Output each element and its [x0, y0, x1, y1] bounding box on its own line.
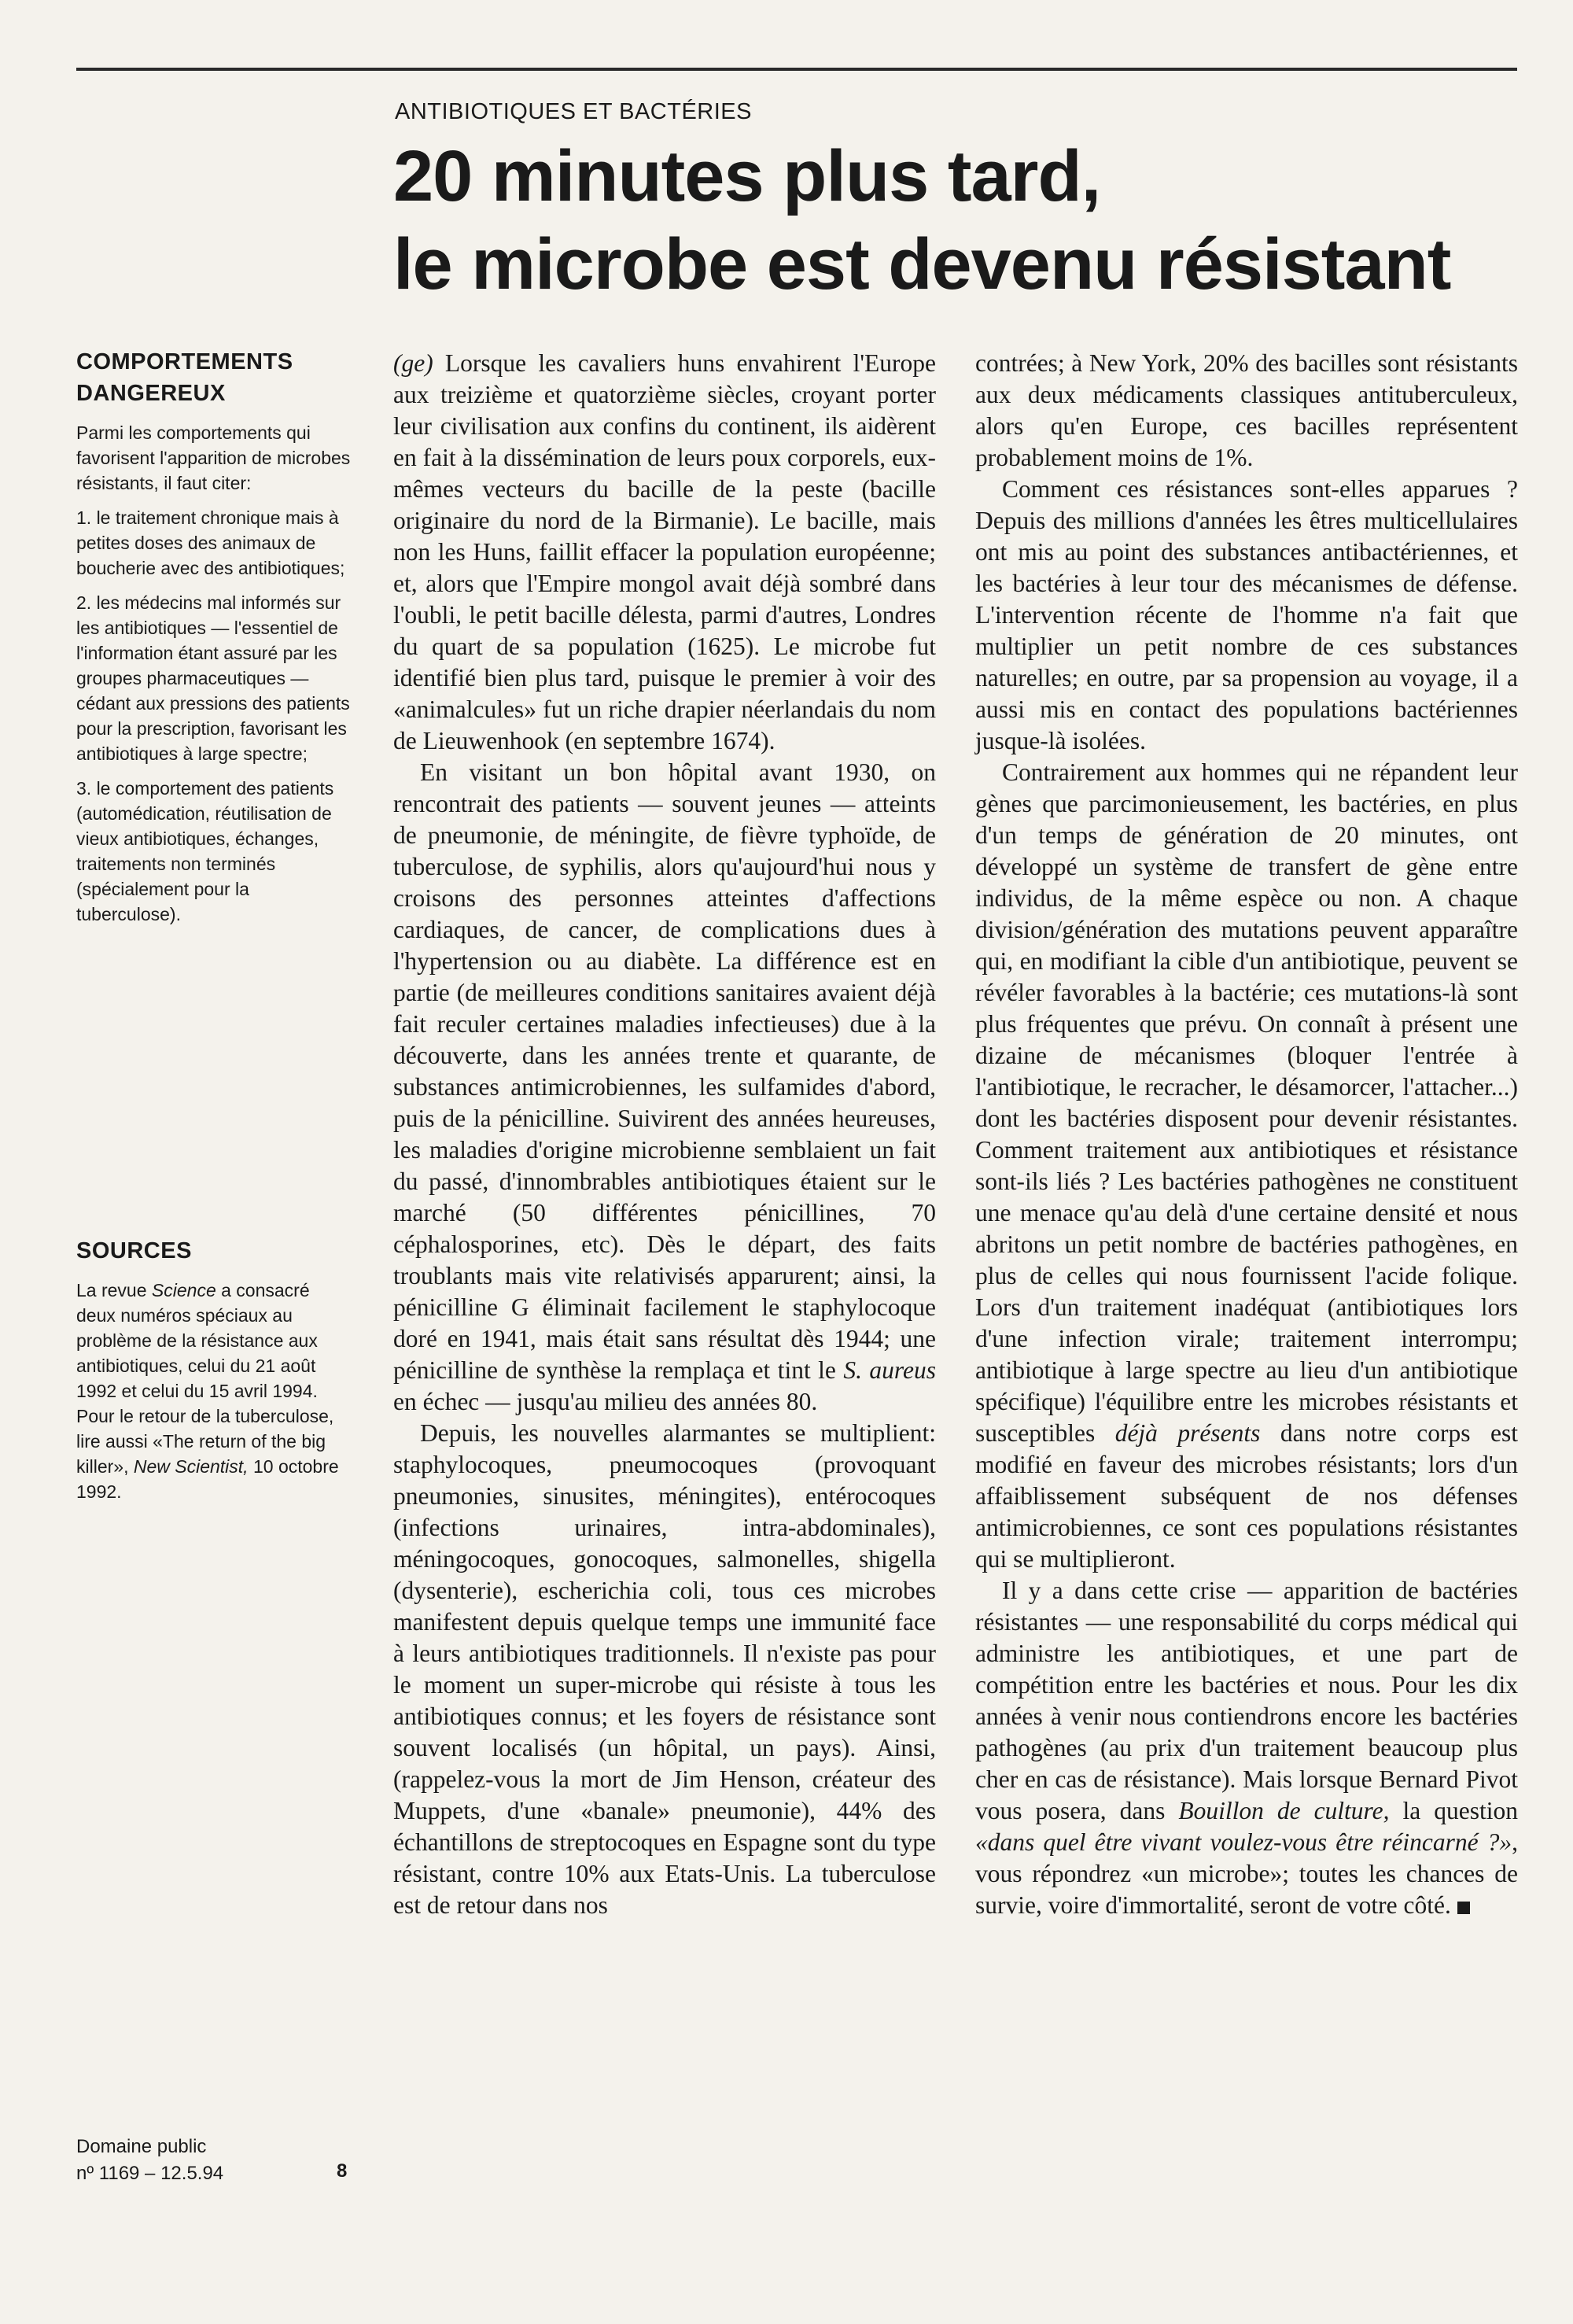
article-paragraph: (ge) Lorsque les cavaliers huns envahirent l'Europe aux treizième et quatorzième siècles, croyant porter leur civilisation aux confins du continent, ils aidèrent en fait à la dissémination de leurs poux corporels, eux-mêmes vecteurs du bacille de la peste (bacille originaire du nord de la Birmanie). Le bacille, mais non les Huns, faillit effacer la population européenne; et, alors que l'Empire mongol avait déjà sombré dans l'oubli, le petit bacille délesta, parmi d'autres, Londres du quart de sa population (1625). Le microbe fut identifié bien plus tard, puisque le premier à voir des «animalcules» fut un riche drapier néerlandais du nom de Lieuwenhook (en septembre 1674). — [393, 349, 936, 754]
sidebar-sources-text: La revue Science a consacré deux numéros spéciaux au problème de la résistance aux antibiotiques, celui du 21 août 1992 et celui du 15 avril 1994. Pour le retour de la tuberculose, lire aussi «The return of the big killer», New Scientist, 10 octobre 1992. — [76, 1280, 339, 1502]
article-paragraph: Depuis, les nouvelles alarmantes se multiplient: staphylocoques, pneumocoques (provoquant pneumonies, sinusites, méningites), entérocoques (infections urinaires, intra-abdominales), méningocoques, gonocoques, salmonelles, shigella (dysenterie), escherichia coli, tous ces microbes manifestent depuis quelque temps une immunité face à leurs antibiotiques traditionnels. Il n'existe pas pour le moment un super-microbe qui résiste à tous les antibiotiques connus; et les foyers de résistance sont souvent localisés (un hôpital, un pays). Ainsi, (rappelez-vous la mort de Jim Henson, créateur des Muppets, d'une «banale» pneumonie), 44% des échantillons de streptocoques en Espagne sont du type résistant, contre 10% aux Etats-Unis. La tuberculose est de retour dans nos — [393, 1419, 936, 1919]
article-paragraph: Il y a dans cette crise — apparition de bactéries résistantes — une responsabilité du corps médical qui administre les antibiotiques, et une part de compétition entre les bactéries et nous. Pour les dix années à venir nous contiendrons encore les bactéries pathogènes (au prix d'un traitement beaucoup plus cher en cas de résistance). Mais lorsque Bernard Pivot vous posera, dans Bouillon de culture, la question «dans quel être vivant voulez-vous être réincarné ?», vous répondrez «un microbe»; toutes les chances de survie, voire d'immortalité, seront de votre côté. — [975, 1577, 1518, 1919]
article-paragraph: Contrairement aux hommes qui ne répandent leur gènes que parcimonieusement, les bactéries, en plus d'un temps de génération de 20 minutes, ont développé un système de transfert de gène entre individus, de la même espèce ou non. A chaque division/génération des mutations peuvent apparaître qui, en modifiant la cible d'un antibiotique, peuvent se révéler favorables à la bactérie; ces mutations-là sont plus fréquentes que prévu. On connaît à présent une dizaine de mécanismes (bloquer l'entrée à l'antibiotique, le recracher, le désamorcer, l'attacher...) dont les bactéries disposent pour devenir résistantes. Comment traitement aux antibiotiques et résistance sont-ils liés ? Les bactéries pathogènes ne constituent une menace qu'au delà d'une certaine densité et nous abritons un petit nombre de bactéries pathogènes, en plus de celles qui nous fournissent l'acide folique. Lors d'un traitement inadéquat (antibiotiques lors d'une infection virale; traitement interrompu; antibiotique à large spectre au lieu d'un antibiotique spécifique) l'équilibre entre les microbes résistants et susceptibles déjà présents dans notre corps est modifié en faveur des microbes résistants; lors d'un affaiblissement subséquent de nos défenses antimicrobiennes, ce sont ces populations résistantes qui se multiplieront. — [975, 758, 1518, 1573]
article-paragraph: Comment ces résistances sont-elles apparues ? Depuis des millions d'années les êtres multicellulaires ont mis au point des substances antibactériennes, et les bactéries à leur tour des mécanismes de défense. L'intervention récente de l'homme n'a fait que multiplier un petit nombre de ces substances naturelles; en outre, par sa propension au voyage, il a aussi mis en contact des populations bactériennes jusque-là isolées. — [975, 475, 1518, 754]
section-kicker: ANTIBIOTIQUES ET BACTÉRIES — [395, 99, 752, 124]
sidebar-behaviors — [76, 346, 352, 936]
sidebar-sources — [76, 1235, 352, 1514]
end-mark-icon — [1457, 1902, 1470, 1914]
article-column-1 — [393, 348, 936, 1921]
publication-info — [76, 2134, 359, 2187]
top-rule — [76, 68, 1517, 71]
article-column-2 — [975, 348, 1518, 1921]
sidebar-behaviors-intro: Parmi les comportements qui favorisent l'apparition de microbes résistants, il faut citer: — [76, 422, 351, 493]
sidebar-behaviors-item: 2. les médecins mal informés sur les antibiotiques — l'essentiel de l'information étant assuré par les groupes pharmaceutiques — cédant aux pressions des patients pour la prescription, favorisant les antibiotiques à large spectre; — [76, 592, 350, 764]
sidebar-sources-title: SOURCES — [76, 1238, 192, 1263]
sidebar-behaviors-item: 3. le comportement des patients (automédication, réutilisation de vieux antibiotiques, échanges, traitements non terminés (spécialement pour la tuberculose). — [76, 778, 334, 924]
headline — [393, 132, 1494, 308]
page-number: 8 — [337, 2160, 348, 2182]
headline-line-1: 20 minutes plus tard, — [393, 136, 1101, 216]
sidebar-behaviors-item: 1. le traitement chronique mais à petites doses des animaux de boucherie avec des antibiotiques; — [76, 507, 345, 578]
sidebar-behaviors-title: COMPORTEMENTS DANGEREUX — [76, 349, 293, 406]
article-paragraph: contrées; à New York, 20% des bacilles sont résistants aux deux médicaments classiques antituberculeux, alors qu'en Europe, ces bacilles représentent probablement moins de 1%. — [975, 349, 1518, 471]
publication-name: Domaine public — [76, 2136, 207, 2157]
publication-issue: nº 1169 – 12.5.94 — [76, 2163, 224, 2184]
article-paragraph: En visitant un bon hôpital avant 1930, on rencontrait des patients — souvent jeunes — atteints de pneumonie, de méningite, de fièvre typhoïde, de tuberculose, de syphilis, alors qu'aujourd'hui nous y croisons des personnes atteintes d'affections cardiaques, de cancer, de complications dues à l'hypertension ou au diabète. La différence est en partie (de meilleures conditions sanitaires avaient déjà fait reculer certaines maladies infectieuses) due à la découverte, dans les années trente et quarante, de substances antimicrobiennes, les sulfamides d'abord, puis de la pénicilline. Suivirent des années heureuses, les maladies d'origine microbienne semblaient un fait du passé, d'innombrables antibiotiques étaient sur le marché (50 différentes pénicillines, 70 céphalosporines, etc). Dès le départ, des faits troublants mais vite relativisés apparurent; ainsi, la pénicilline G éliminait facilement le staphylocoque doré en 1941, mais était sans résultat dès 1944; une pénicilline de synthèse la remplaça et tint le S. aureus en échec — jusqu'au milieu des années 80. — [393, 758, 936, 1415]
headline-line-2: le microbe est devenu résistant — [393, 224, 1451, 304]
